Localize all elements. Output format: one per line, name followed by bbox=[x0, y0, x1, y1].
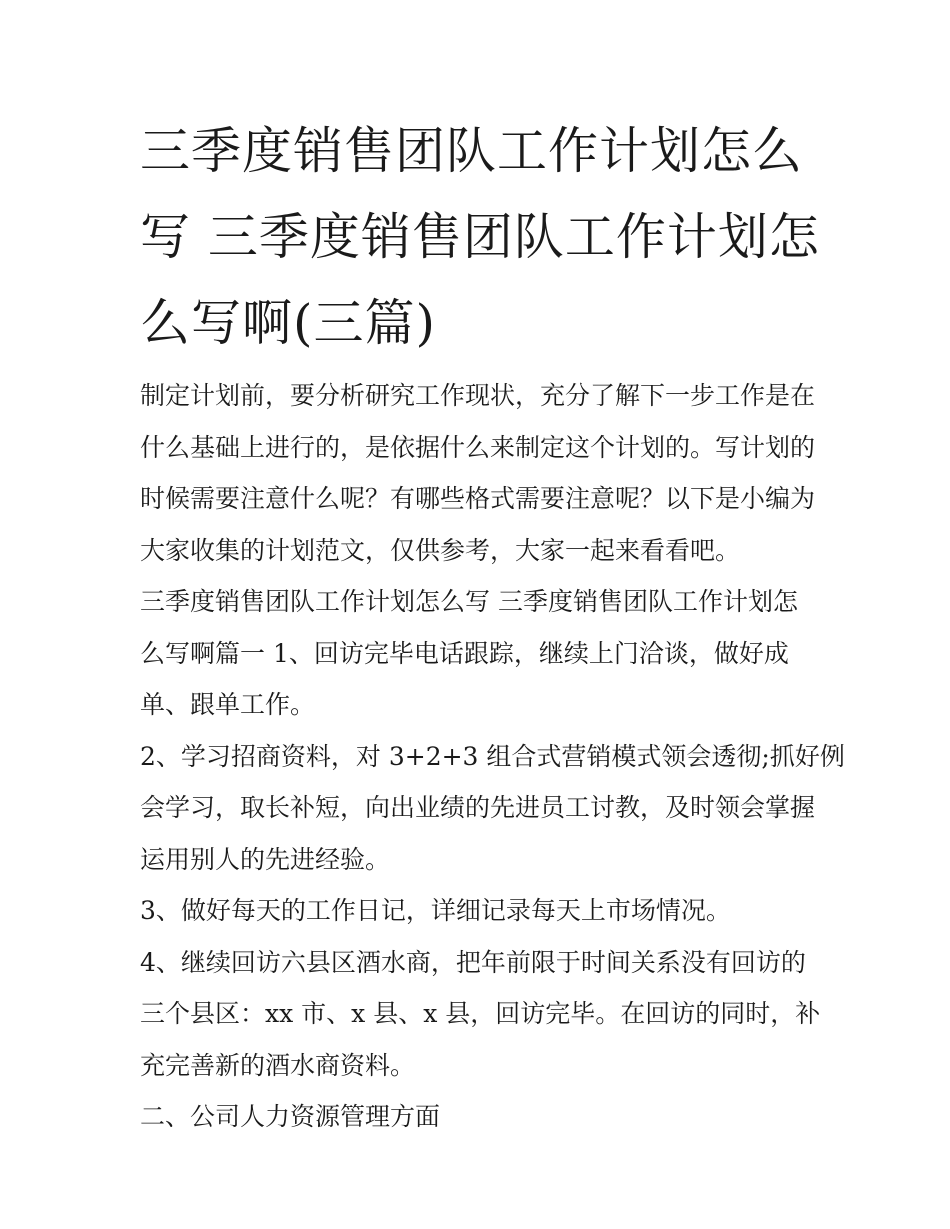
title-line: 三季度销售团队工作计划怎么 bbox=[140, 122, 803, 180]
list-item-paragraph bbox=[140, 937, 820, 1092]
text-line: 时候需要注意什么呢？有哪些格式需要注意呢？以下是小编为 bbox=[140, 484, 816, 513]
text-line: 会学习，取长补短，向出业绩的先进员工讨教，及时领会掌握 bbox=[140, 793, 816, 822]
text-line: 制定计划前，要分析研究工作现状，充分了解下一步工作是在 bbox=[140, 381, 816, 410]
document-title bbox=[140, 108, 820, 366]
text-line: 单、跟单工作。 bbox=[140, 690, 316, 719]
document-body bbox=[140, 370, 845, 1143]
section-heading-paragraph bbox=[140, 1091, 820, 1143]
document-page bbox=[140, 108, 845, 1143]
text-line: 三个县区：xx 市、x 县、x 县，回访完毕。在回访的同时，补 bbox=[140, 999, 821, 1028]
section-paragraph bbox=[140, 576, 820, 731]
text-line: 大家收集的计划范文，仅供参考，大家一起来看看吧。 bbox=[140, 535, 741, 565]
title-line: 么写啊(三篇) bbox=[140, 294, 437, 352]
list-item-paragraph bbox=[140, 731, 845, 886]
title-line: 写 三季度销售团队工作计划怎 bbox=[140, 208, 820, 266]
text-line: 运用别人的先进经验。 bbox=[140, 844, 391, 874]
text-line: 3、做好每天的工作日记，详细记录每天上市场情况。 bbox=[140, 896, 731, 925]
text-line: 4、继续回访六县区酒水商，把年前限于时间关系没有回访的 bbox=[140, 947, 806, 977]
intro-paragraph bbox=[140, 370, 820, 576]
text-line: 二、公司人力资源管理方面 bbox=[140, 1102, 441, 1131]
text-line: 2、学习招商资料，对 3+2+3 组合式营销模式领会透彻;抓好例 bbox=[140, 741, 845, 771]
list-item-paragraph bbox=[140, 885, 820, 937]
text-line: 什么基础上进行的，是依据什么来制定这个计划的。写计划的 bbox=[140, 432, 816, 462]
text-line: 三季度销售团队工作计划怎么写 三季度销售团队工作计划怎 bbox=[140, 587, 798, 616]
text-line: 充完善新的酒水商资料。 bbox=[140, 1050, 416, 1080]
text-line: 么写啊篇一 1、回访完毕电话跟踪，继续上门洽谈，做好成 bbox=[140, 638, 789, 668]
